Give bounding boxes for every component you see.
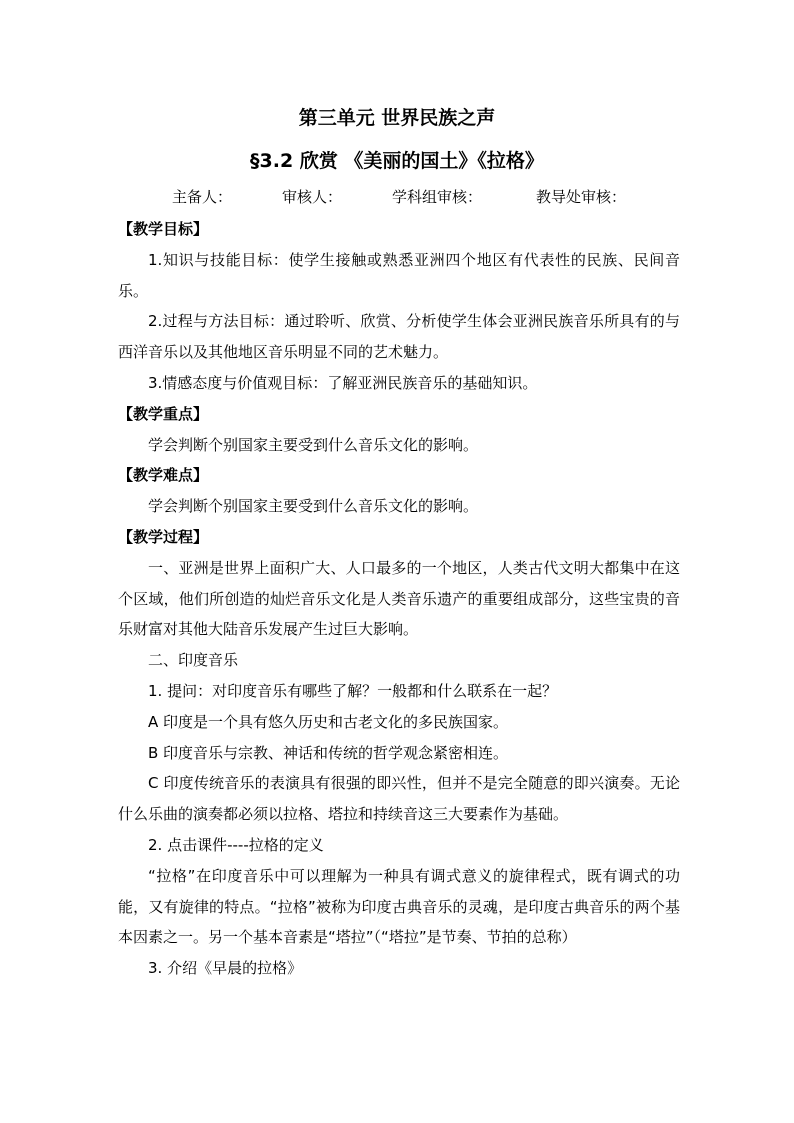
section-heading-goals: 【教学目标】 [118,220,209,238]
process-paragraph: 2. 点击课件----拉格的定义 [148,835,324,854]
goal-paragraph: 1.知识与技能目标：使学生接触或熟悉亚洲四个地区有代表性的民族、民间音乐。 [118,250,680,300]
process-paragraph: 3. 介绍《早晨的拉格》 [148,959,303,978]
role-preparer: 主备人： [172,188,233,206]
role-reviewer: 审核人： [282,188,343,206]
process-paragraph: “拉格”在印度音乐中可以理解为一种具有调式意义的旋律程式，既有调式的功能，又有旋律的特点。“拉格”被称为印度古典音乐的灵魂，是印度古典音乐的两个基本因素之一。另一个基本音素是“塔拉”（“塔拉”是节奏、节拍的总称） [118,866,680,947]
document-body [118,214,680,984]
process-paragraph: 1. 提问：对印度音乐有哪些了解？一般都和什么联系在一起？ [148,681,558,700]
goal-paragraph: 3.情感态度与价值观目标：了解亚洲民族音乐的基础知识。 [148,373,538,392]
preparer-roles-row [172,186,652,208]
unit-title: 第三单元 世界民族之声 [298,107,496,129]
process-paragraph: B 印度音乐与宗教、神话和传统的哲学观念紧密相连。 [148,743,509,762]
role-academic-office-review: 教导处审核： [536,188,627,206]
key-points-text: 学会判断个别国家主要受到什么音乐文化的影响。 [148,435,479,454]
process-paragraph: 二、印度音乐 [148,651,239,670]
section-heading-key-points: 【教学重点】 [118,404,209,423]
process-paragraph: 一、亚洲是世界上面积广大、人口最多的一个地区，人类古代文明大都集中在这个区域，他们所创造的灿烂音乐文化是人类音乐遗产的重要组成部分，这些宝贵的音乐财富对其他大陆音乐发展产生过巨大影响。 [118,558,680,639]
section-heading-process: 【教学过程】 [118,527,209,546]
process-paragraph: C 印度传统音乐的表演具有很强的即兴性，但并不是完全随意的即兴演奏。无论什么乐曲的演奏都必须以拉格、塔拉和持续音这三大要素作为基础。 [118,774,680,824]
role-subject-group-review: 学科组审核： [392,188,483,206]
difficulties-text: 学会判断个别国家主要受到什么音乐文化的影响。 [148,497,479,516]
lesson-subtitle: §3.2 欣赏 《美丽的国土》《拉格》 [250,150,544,172]
process-paragraph: A 印度是一个具有悠久历史和古老文化的多民族国家。 [148,712,509,731]
goal-paragraph: 2.过程与方法目标：通过聆听、欣赏、分析使学生体会亚洲民族音乐所具有的与西洋音乐以及其他地区音乐明显不同的艺术魅力。 [118,312,680,362]
section-heading-difficulties: 【教学难点】 [118,466,209,485]
